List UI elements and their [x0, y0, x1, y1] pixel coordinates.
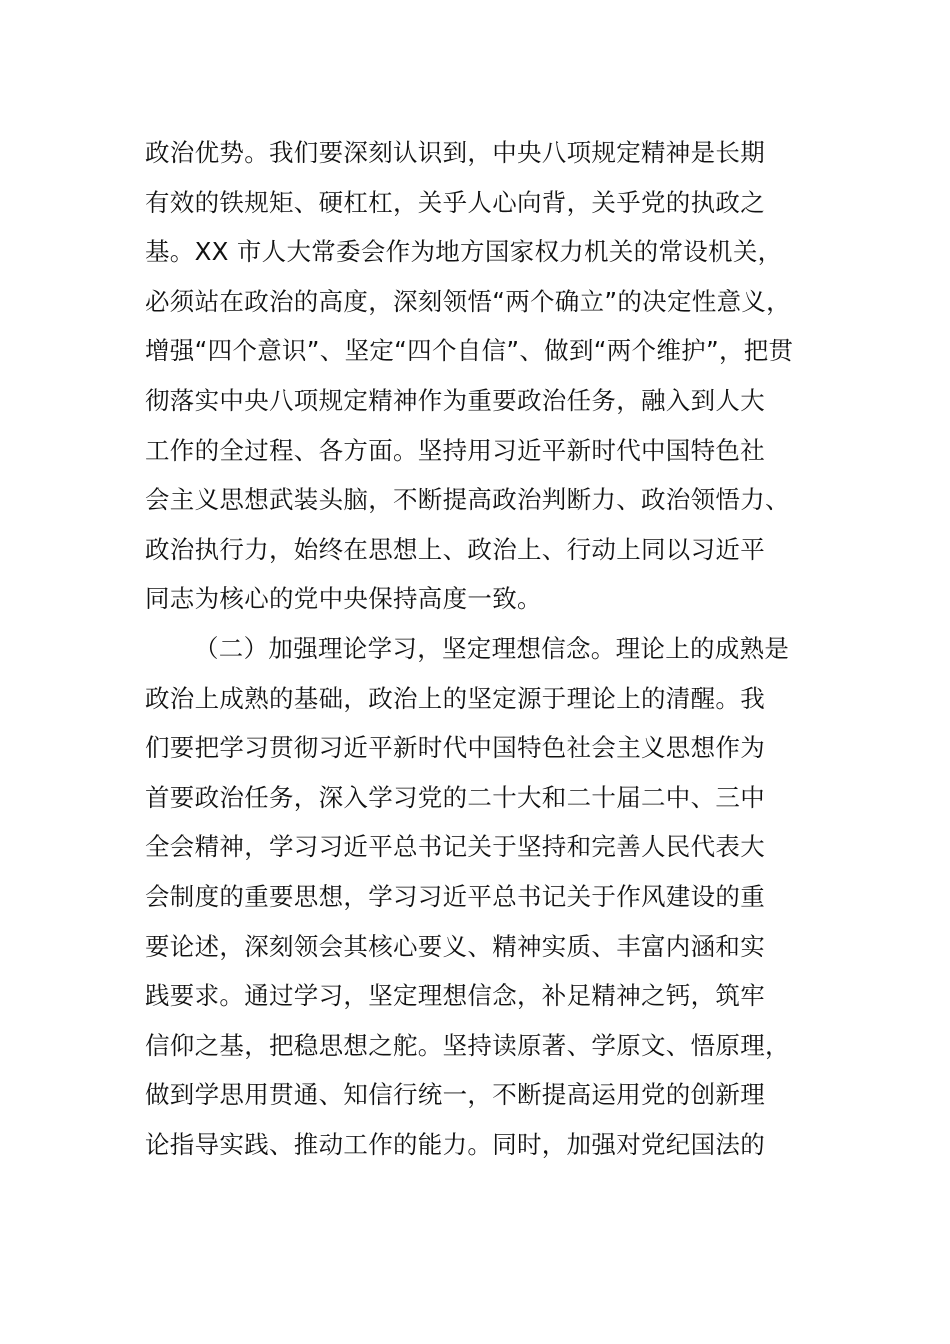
text-line: 信仰之基，把稳思想之舵。坚持读原著、学原文、悟原理，	[145, 1030, 790, 1060]
text-line: 政治执行力，始终在思想上、政治上、行动上同以习近平	[145, 534, 765, 564]
text-line: 同志为核心的党中央保持高度一致。	[145, 584, 542, 614]
text-line: 政治上成熟的基础，政治上的坚定源于理论上的清醒。我	[145, 683, 765, 713]
text-line: 增强“四个意识”、坚定“四个自信”、做到“两个维护”，把贯	[145, 336, 794, 366]
text-line: 践要求。通过学习，坚定理想信念，补足精神之钙，筑牢	[145, 981, 765, 1011]
text-line: 有效的铁规矩、硬杠杠，关乎人心向背，关乎党的执政之	[145, 187, 765, 217]
text-line: 工作的全过程、各方面。坚持用习近平新时代中国特色社	[145, 435, 765, 465]
text-line: 会制度的重要思想，学习习近平总书记关于作风建设的重	[145, 881, 765, 911]
text-line: 彻落实中央八项规定精神作为重要政治任务，融入到人大	[145, 385, 765, 415]
body-text	[145, 128, 825, 1169]
text-line: 做到学思用贯通、知信行统一，不断提高运用党的创新理	[145, 1080, 765, 1110]
text-line: 会主义思想武装头脑，不断提高政治判断力、政治领悟力、	[145, 485, 790, 515]
text-line: 基。XX 市人大常委会作为地方国家权力机关的常设机关，	[145, 237, 783, 267]
text-line: 要论述，深刻领会其核心要义、精神实质、丰富内涵和实	[145, 931, 765, 961]
text-line: 必须站在政治的高度，深刻领悟“两个确立”的决定性意义，	[145, 286, 791, 316]
text-line: 论指导实践、推动工作的能力。同时，加强对党纪国法的	[145, 1129, 765, 1159]
text-line: 们要把学习贯彻习近平新时代中国特色社会主义思想作为	[145, 733, 765, 763]
text-line: 政治优势。我们要深刻认识到，中央八项规定精神是长期	[145, 138, 765, 167]
text-line: 首要政治任务，深入学习党的二十大和二十届二中、三中	[145, 782, 765, 812]
section-heading-line: （二）加强理论学习，坚定理想信念。理论上的成熟是	[194, 633, 790, 663]
text-line: 全会精神，学习习近平总书记关于坚持和完善人民代表大	[145, 832, 765, 862]
